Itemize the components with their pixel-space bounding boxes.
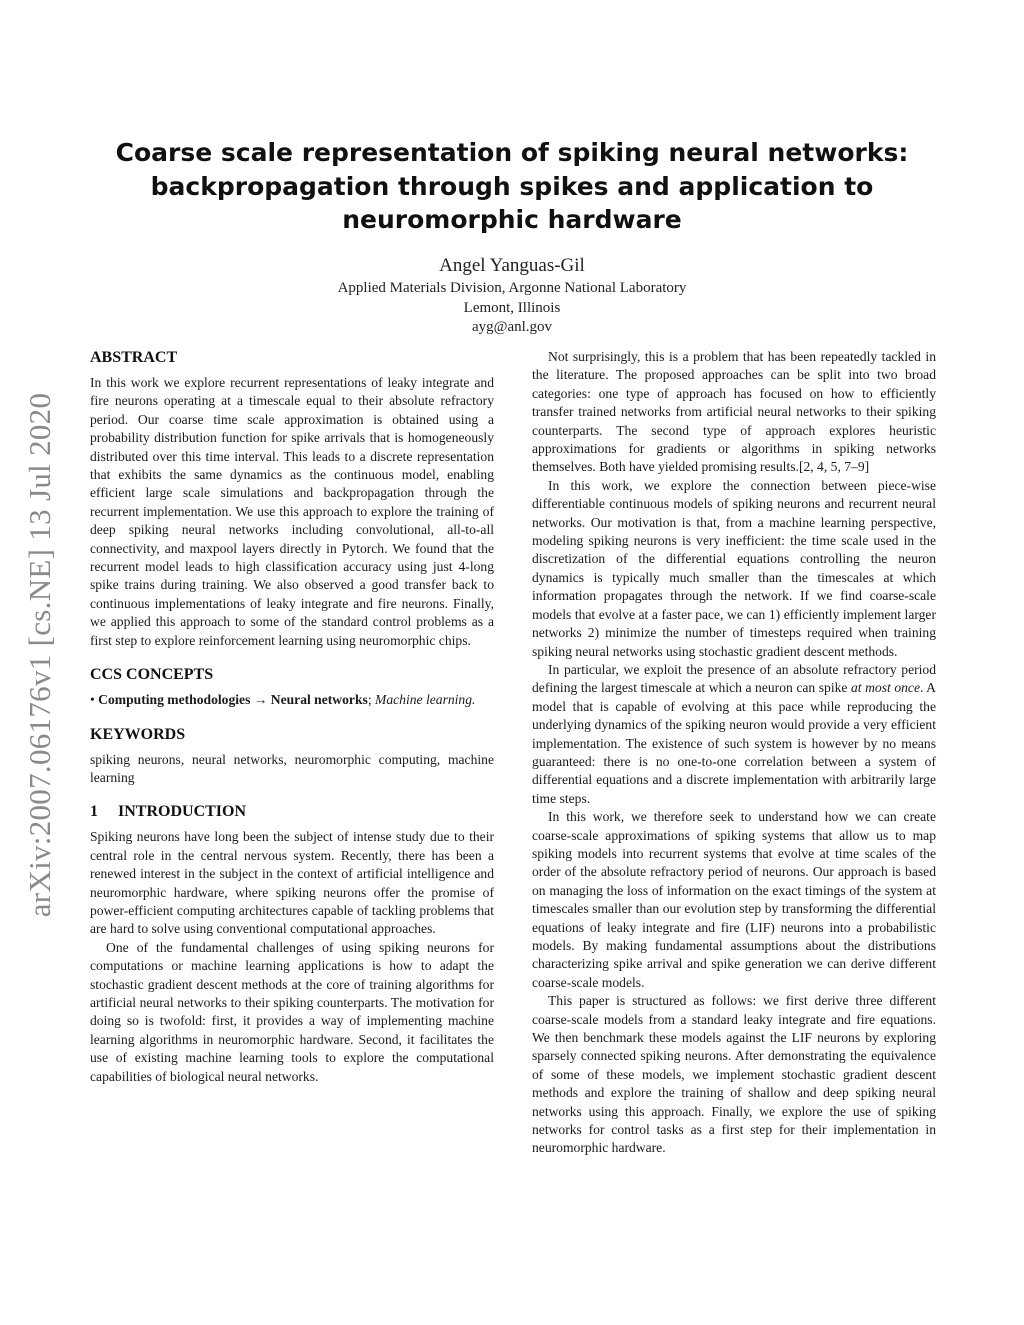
arxiv-identifier-text: arXiv:2007.06176v1 [cs.NE] 13 Jul 2020 bbox=[22, 392, 57, 918]
ccs-heading: CCS CONCEPTS bbox=[90, 666, 214, 684]
intro-paragraph-2: One of the fundamental challenges of using spiking neurons for computations or machine learning applications is how to adapt the stochastic gradient descent methods at the core of training algorithms for artificial neural networks to their spiking counterparts. The motivation for doing so is twofold: first, it provides a way of implementing machine learning algorithms in neuromorphic hardware. Second, it facilitates the use of existing machine learning tools to explore the computational capabilities of biological neural networks. bbox=[90, 939, 494, 1084]
right-paragraph-3-start: In particular, we exploit the presence of an absolute refractory period defining the largest timescale at which a neuron can spike bbox=[532, 661, 936, 696]
right-paragraph-3-emphasis: at most once bbox=[851, 680, 920, 696]
right-paragraph-2: In this work, we explore the connection between piece-wise differentiable continuous models of spiking neurons and recurrent neural networks. Our motivation is that, from a machine learning perspective, modeling spiking neurons is very inefficient: the time scale used in the discretization of the differential equations controlling the neuron dynamics is typically much smaller than the timescales at which information propagates through the network. If we find coarse-scale models that evolve at a faster pace, we can 1) efficiently implement larger networks 2) minimize the number of timesteps required when training spiking neural networks using stochastic gradient descent methods. bbox=[532, 477, 936, 659]
ccs-concepts-text bbox=[90, 691, 494, 709]
right-paragraph-5: This paper is structured as follows: we first derive three different coarse-scale models from a standard leaky integrate and fire equations. We then benchmark these models against the LIF neurons by exploring sparsely connected spiking neurons. After demonstrating the equivalence of some of these models, we implement stochastic gradient descent methods and explore the training of shallow and deep spiking neural networks using this approach. Finally, we explore the use of spiking networks for control tasks as a first step for their implementation in neuromorphic hardware. bbox=[532, 993, 936, 1156]
arxiv-identifier-stamp bbox=[0, 360, 80, 950]
right-paragraph-4: In this work, we therefore seek to understand how we can create coarse-scale approximations of spiking systems that allow us to map spiking models into recurrent systems that evolve at time scales of the order of the absolute refractory period of neurons. Our approach is based on managing the loss of information on the exact timings of the system at timescales smaller than our evolution step by transforming the differential equations of leaky integrate and fire (LIF) neurons into a probabilistic models. By making fundamental assumptions about the distributions characterizing spike arrival and spike generation we can derive different coarse-scale models. bbox=[532, 809, 936, 990]
intro-paragraph-1: Spiking neurons have long been the subject of intense study due to their central role in the central nervous system. Recently, there has been a renewed interest in the subject in the context of artificial intelligence and neuromorphic hardware, where spiking neurons offer the promise of power-efficient computing architectures capable of tackling problems that are hard to solve using conventional computational approaches. bbox=[90, 829, 494, 937]
title-line-1: Coarse scale representation of spiking neural networks: bbox=[115, 138, 909, 167]
keywords-heading: KEYWORDS bbox=[90, 725, 186, 743]
author-name: Angel Yanguas-Gil bbox=[439, 255, 585, 276]
ccs-separator: ; bbox=[367, 692, 372, 708]
right-paragraph-1-text: Not surprisingly, this is a problem that has been repeatedly tackled in the literature. The proposed approaches can be split into two broad categories: one type of approach has focused on how to efficiently transfer trained networks from artificial neural networks to their spiking counterparts. The second type of approach explores heuristic approximations for gradients or algorithms in spiking networks themselves. Both have yielded promising results. bbox=[532, 349, 936, 475]
author-block bbox=[200, 254, 824, 338]
author-affiliation: Applied Materials Division, Argonne National Laboratory bbox=[337, 280, 687, 296]
ccs-bullet: • bbox=[90, 692, 95, 708]
author-email: ayg@anl.gov bbox=[471, 319, 553, 335]
citation-reference: [2, 4, 5, 7–9] bbox=[798, 459, 870, 475]
left-column bbox=[90, 348, 494, 1086]
title-line-2: backpropagation through spikes and application to bbox=[150, 171, 874, 201]
section-title: INTRODUCTION bbox=[118, 803, 247, 821]
abstract-text: In this work we explore recurrent representations of leaky integrate and fire neurons operating at a timescale equal to their absolute refractory period. Our coarse time scale approximation is obtained using a probability distribution function for spike arrivals that is homogeneously distributed over this time interval. This leads to a discrete representation that exhibits the same dynamics as the continuous model, enabling efficient large scale simulations and backpropagation through the recurrent implementation. We use this approach to explore the training of deep spiking neural networks including convolutional, all-to-all connectivity, and maxpool layers directly in Pytorch. We found that the recurrent model leads to high classification accuracy using just 4-long spike trains during training. We also observed a good transfer back to continuous implementations of leaky integrate and fire neurons. Finally, we applied this approach to some of the standard control problems as a first step to explore reinforcement learning using neuromorphic chips. bbox=[90, 375, 494, 648]
ccs-arrow: → bbox=[253, 692, 268, 708]
ccs-term-neural-networks: Neural networks bbox=[270, 692, 368, 708]
introduction-heading bbox=[90, 802, 494, 822]
keywords-text: spiking neurons, neural networks, neuromorphic computing, machine learning bbox=[90, 751, 494, 785]
author-location: Lemont, Illinois bbox=[463, 299, 561, 316]
right-paragraph-1 bbox=[532, 348, 936, 477]
ccs-term-computing-methodologies: Computing methodologies bbox=[98, 692, 251, 708]
ccs-term-machine-learning: Machine learning. bbox=[375, 692, 476, 708]
abstract-heading: ABSTRACT bbox=[90, 349, 178, 366]
paper-title bbox=[100, 136, 924, 237]
right-paragraph-3-end: . A model that is capable of evolving at this pace while reproducing the underlying dynamics of the spiking neuron would provide a very efficient implementation. The existence of such system is however by no means guaranteed: there is no one-to-one correlation between a system of differential equations and a discrete implementation with arbitrarily large time steps. bbox=[532, 680, 937, 806]
right-paragraph-3 bbox=[532, 661, 936, 808]
title-line-3: neuromorphic hardware bbox=[342, 205, 682, 234]
section-number: 1 bbox=[90, 803, 98, 821]
right-column bbox=[532, 348, 936, 1158]
